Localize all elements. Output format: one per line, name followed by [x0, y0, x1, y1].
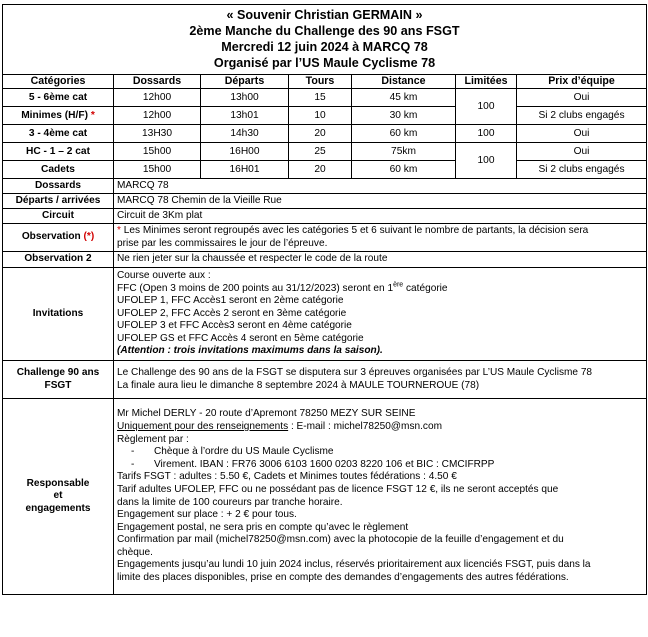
responsable-label-2: et	[53, 490, 63, 502]
race-dossards: 13H30	[114, 125, 201, 143]
responsable-label-1: Responsable	[26, 477, 90, 489]
invitations-text: FFC (Open 3 moins de 200 points au 31/12/2023) seront en 1	[117, 282, 394, 294]
tarifs-fsgt-line: Tarifs FSGT : adultes : 5.50 €, Cadets et Minimes toutes fédérations : 4.50 €	[117, 471, 457, 483]
race-departs: 16H00	[201, 143, 289, 161]
info-value: Circuit de 3Km plat	[114, 209, 647, 224]
race-row	[3, 125, 647, 143]
event-subtitle-souvenir: « Souvenir Christian GERMAIN »	[226, 8, 423, 22]
race-distance: 45 km	[352, 89, 456, 107]
event-organizer: Organisé par l’US Maule Cyclisme 78	[213, 56, 436, 70]
challenge-label-2: FSGT	[44, 379, 72, 391]
race-category: 5 - 6ème cat	[3, 89, 114, 107]
column-header-row	[3, 75, 647, 89]
race-category	[3, 107, 114, 125]
race-distance: 30 km	[352, 107, 456, 125]
col-header-prix: Prix d’équipe	[517, 75, 647, 89]
responsable-label-3: engagements	[25, 502, 91, 514]
observation-line-2: prise par les commissaires le jour de l’épreuve.	[117, 237, 328, 249]
race-distance: 60 km	[352, 161, 456, 179]
sur-place-line: Engagement sur place : + 2 € pour tous.	[117, 509, 297, 521]
invitations-line: UFOLEP GS et FFC Accès 4 seront en 5ème catégorie	[117, 332, 364, 344]
race-departs: 14h30	[201, 125, 289, 143]
responsable-email-line	[117, 421, 643, 434]
deadline-line: limite des places disponibles, prise en compte des demandes d’engagements des autres fédérations.	[117, 572, 569, 584]
virement-line: - Virement. IBAN : FR76 3006 6103 1600 0203 8220 106 et BIC : CMCIFRPP	[131, 458, 495, 470]
race-row	[3, 107, 647, 125]
cheque-line: - Chèque à l’ordre du US Maule Cyclisme	[131, 446, 334, 458]
race-category: 3 - 4ème cat	[3, 125, 114, 143]
confirmation-line: Confirmation par mail (michel78250@msn.com) avec la photocopie de la feuille d’engagement et du	[117, 534, 564, 546]
race-category: HC - 1 – 2 cat	[3, 143, 114, 161]
race-tours: 20	[289, 161, 352, 179]
confirmation-line: chèque.	[117, 546, 153, 558]
info-row-challenge	[3, 361, 647, 399]
info-label	[3, 361, 114, 399]
info-label: Départs / arrivées	[3, 194, 114, 209]
info-value	[114, 268, 647, 361]
info-value	[114, 361, 647, 399]
info-row-observation-2	[3, 252, 647, 268]
deadline-line: Engagements jusqu’au lundi 10 juin 2024 inclus, réservés prioritairement aux licenciés FSGT, puis dans la	[117, 559, 591, 571]
info-label: Invitations	[3, 268, 114, 361]
info-row-responsable	[3, 399, 647, 595]
asterisk-marker: *	[117, 224, 121, 236]
race-dossards: 15h00	[114, 161, 201, 179]
race-prix: Si 2 clubs engagés	[517, 161, 647, 179]
info-value	[114, 224, 647, 252]
challenge-line: Le Challenge des 90 ans de la FSGT se disputera sur 3 épreuves organisées par L’US Maule Cyclisme 78	[117, 366, 593, 378]
info-value: MARCQ 78	[114, 179, 647, 194]
race-row	[3, 143, 647, 161]
col-header-dossards: Dossards	[114, 75, 201, 89]
info-row-circuit	[3, 209, 647, 224]
observation-line-1	[117, 225, 643, 238]
event-header	[3, 5, 647, 75]
race-category-label: Minimes (H/F)	[21, 109, 88, 121]
col-header-limitees: Limitées	[456, 75, 517, 89]
info-label	[3, 224, 114, 252]
invitations-line: UFOLEP 1, FFC Accès1 seront en 2ème catégorie	[117, 295, 344, 307]
race-dossards: 12h00	[114, 89, 201, 107]
challenge-label-1: Challenge 90 ans	[16, 366, 100, 378]
info-value: MARCQ 78 Chemin de la Vieille Rue	[114, 194, 647, 209]
renseignements-label: Uniquement pour des renseignements	[117, 420, 289, 432]
invitations-line: UFOLEP 3 et FFC Accès3 seront en 4ème catégorie	[117, 320, 352, 332]
col-header-categories: Catégories	[3, 75, 114, 89]
race-limit: 100	[456, 143, 517, 179]
race-sheet-table	[2, 4, 647, 595]
tarif-adultes-line: Tarif adultes UFOLEP, FFC ou ne possédant pas de licence FSGT 12 €, ils ne seront acceptés que	[117, 483, 559, 495]
col-header-departs: Départs	[201, 75, 289, 89]
race-limit: 100	[456, 125, 517, 143]
info-value: Ne rien jeter sur la chaussée et respecter le code de la route	[114, 252, 647, 268]
email-text: : E-mail : michel78250@msn.com	[288, 420, 442, 432]
race-row	[3, 161, 647, 179]
race-category: Cadets	[3, 161, 114, 179]
invitations-line	[117, 283, 643, 296]
race-distance: 75km	[352, 143, 456, 161]
invitations-sup: ère	[393, 281, 404, 289]
info-label: Dossards	[3, 179, 114, 194]
tarif-adultes-line: dans la limite de 100 coureurs par tranche horaire.	[117, 496, 343, 508]
invitations-line: Course ouverte aux :	[117, 269, 211, 281]
reglement-line: Règlement par :	[117, 433, 189, 445]
race-prix: Oui	[517, 125, 647, 143]
race-departs: 13h01	[201, 107, 289, 125]
info-label	[3, 399, 114, 595]
info-value	[114, 399, 647, 595]
asterisk-marker: *	[90, 109, 95, 121]
info-row-departs	[3, 194, 647, 209]
observation-text: Les Minimes seront regroupés avec les catégories 5 et 6 suivant le nombre de partants, la décision sera	[120, 224, 589, 236]
invitations-line: UFOLEP 2, FFC Accès 2 seront en 3ème catégorie	[117, 307, 347, 319]
race-prix: Si 2 clubs engagés	[517, 107, 647, 125]
info-label: Circuit	[3, 209, 114, 224]
race-prix: Oui	[517, 143, 647, 161]
event-manche: 2ème Manche du Challenge des 90 ans FSGT	[189, 24, 460, 38]
race-tours: 20	[289, 125, 352, 143]
invitations-attention: (Attention : trois invitations maximums dans la saison).	[117, 345, 383, 357]
col-header-distance: Distance	[352, 75, 456, 89]
info-label: Observation 2	[3, 252, 114, 268]
race-dossards: 15h00	[114, 143, 201, 161]
race-prix: Oui	[517, 89, 647, 107]
race-dossards: 12h00	[114, 107, 201, 125]
info-row-observation	[3, 224, 647, 252]
race-departs: 13h00	[201, 89, 289, 107]
col-header-tours: Tours	[289, 75, 352, 89]
race-departs: 16H01	[201, 161, 289, 179]
race-row	[3, 89, 647, 107]
race-distance: 60 km	[352, 125, 456, 143]
info-row-dossards	[3, 179, 647, 194]
race-limit: 100	[456, 89, 517, 125]
event-date-location: Mercredi 12 juin 2024 à MARCQ 78	[221, 40, 428, 54]
postal-line: Engagement postal, ne sera pris en compte qu’avec le règlement	[117, 521, 409, 533]
race-tours: 10	[289, 107, 352, 125]
race-tours: 25	[289, 143, 352, 161]
challenge-line: La finale aura lieu le dimanche 8 septembre 2024 à MAULE TOURNEROUE (78)	[117, 379, 480, 391]
responsable-contact: Mr Michel DERLY - 20 route d’Apremont 78250 MEZY SUR SEINE	[117, 408, 416, 420]
observation-marker: (*)	[83, 231, 95, 243]
observation-label: Observation	[21, 231, 81, 243]
invitations-text: catégorie	[403, 282, 448, 294]
race-tours: 15	[289, 89, 352, 107]
info-row-invitations	[3, 268, 647, 361]
